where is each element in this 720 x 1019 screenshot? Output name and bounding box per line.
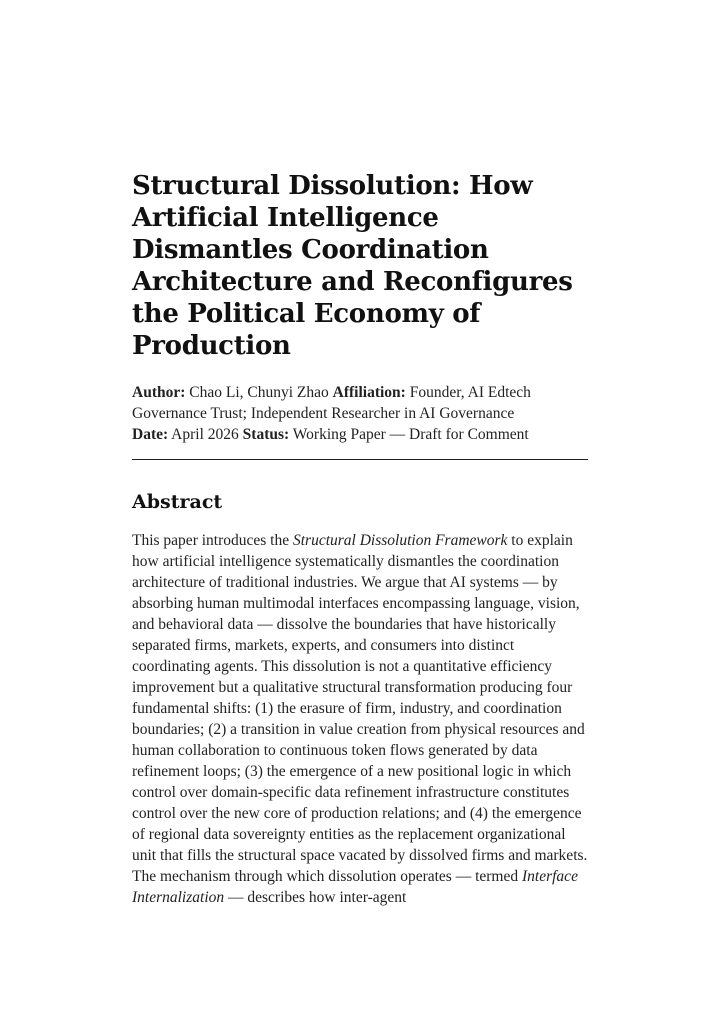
abstract-text-part-2: to explain how artificial intelligence systematically dismantles the coordination architecture of traditional industries. We argue that AI systems — by absorbing human multimodal interfaces encompassing language, vision, and behavioral data — dissolve the boundaries that have historically separated firms, markets, experts, and consumers into distinct coordinating agents. This dissolution is not a quantitative efficiency improvement but a qualitative structural transformation producing four fundamental shifts: (1) the erasure of firm, industry, and coordination boundaries; (2) a transition in value creation from physical resources and human collaboration to continuous token flows generated by data refinement loops; (3) the emergence of a new positional logic in which control over domain-specific data refinement infrastructure constitutes control over the new core of production relations; and (4) the emergence of regional data sovereignty entities as the replacement organizational unit that fills the structural space vacated by dissolved firms and markets. The mechanism through which dissolution operates — termed [132, 532, 588, 885]
date-value: April 2026 [168, 426, 243, 443]
date-label: Date: [132, 426, 169, 443]
status-value: Working Paper — Draft for Comment [289, 426, 529, 443]
affiliation-value: Founder, AI Edtech Governance Trust; Independent Researcher in AI Governance [132, 384, 531, 422]
abstract-text-part-1: This paper introduces the [132, 532, 293, 549]
affiliation-label: Affiliation: [332, 384, 406, 401]
framework-name: Structural Dissolution Framework [292, 532, 508, 549]
header-divider [132, 459, 588, 460]
author-label: Author: [132, 384, 186, 401]
paper-metadata [132, 382, 588, 445]
author-value: Chao Li, Chunyi Zhao [185, 384, 333, 401]
paper-title: Structural Dissolution: How Artificial Intelligence Dismantles Coordination Architecture and Reconfigures the Political Economy of Production [132, 171, 573, 361]
abstract-text-part-3: — describes how inter-agent [224, 889, 407, 906]
status-label: Status: [242, 426, 290, 443]
mechanism-name: Interface Internalization [132, 868, 578, 906]
abstract-paragraph [132, 530, 588, 908]
paper-page [132, 170, 588, 924]
abstract-heading: Abstract [132, 491, 223, 513]
